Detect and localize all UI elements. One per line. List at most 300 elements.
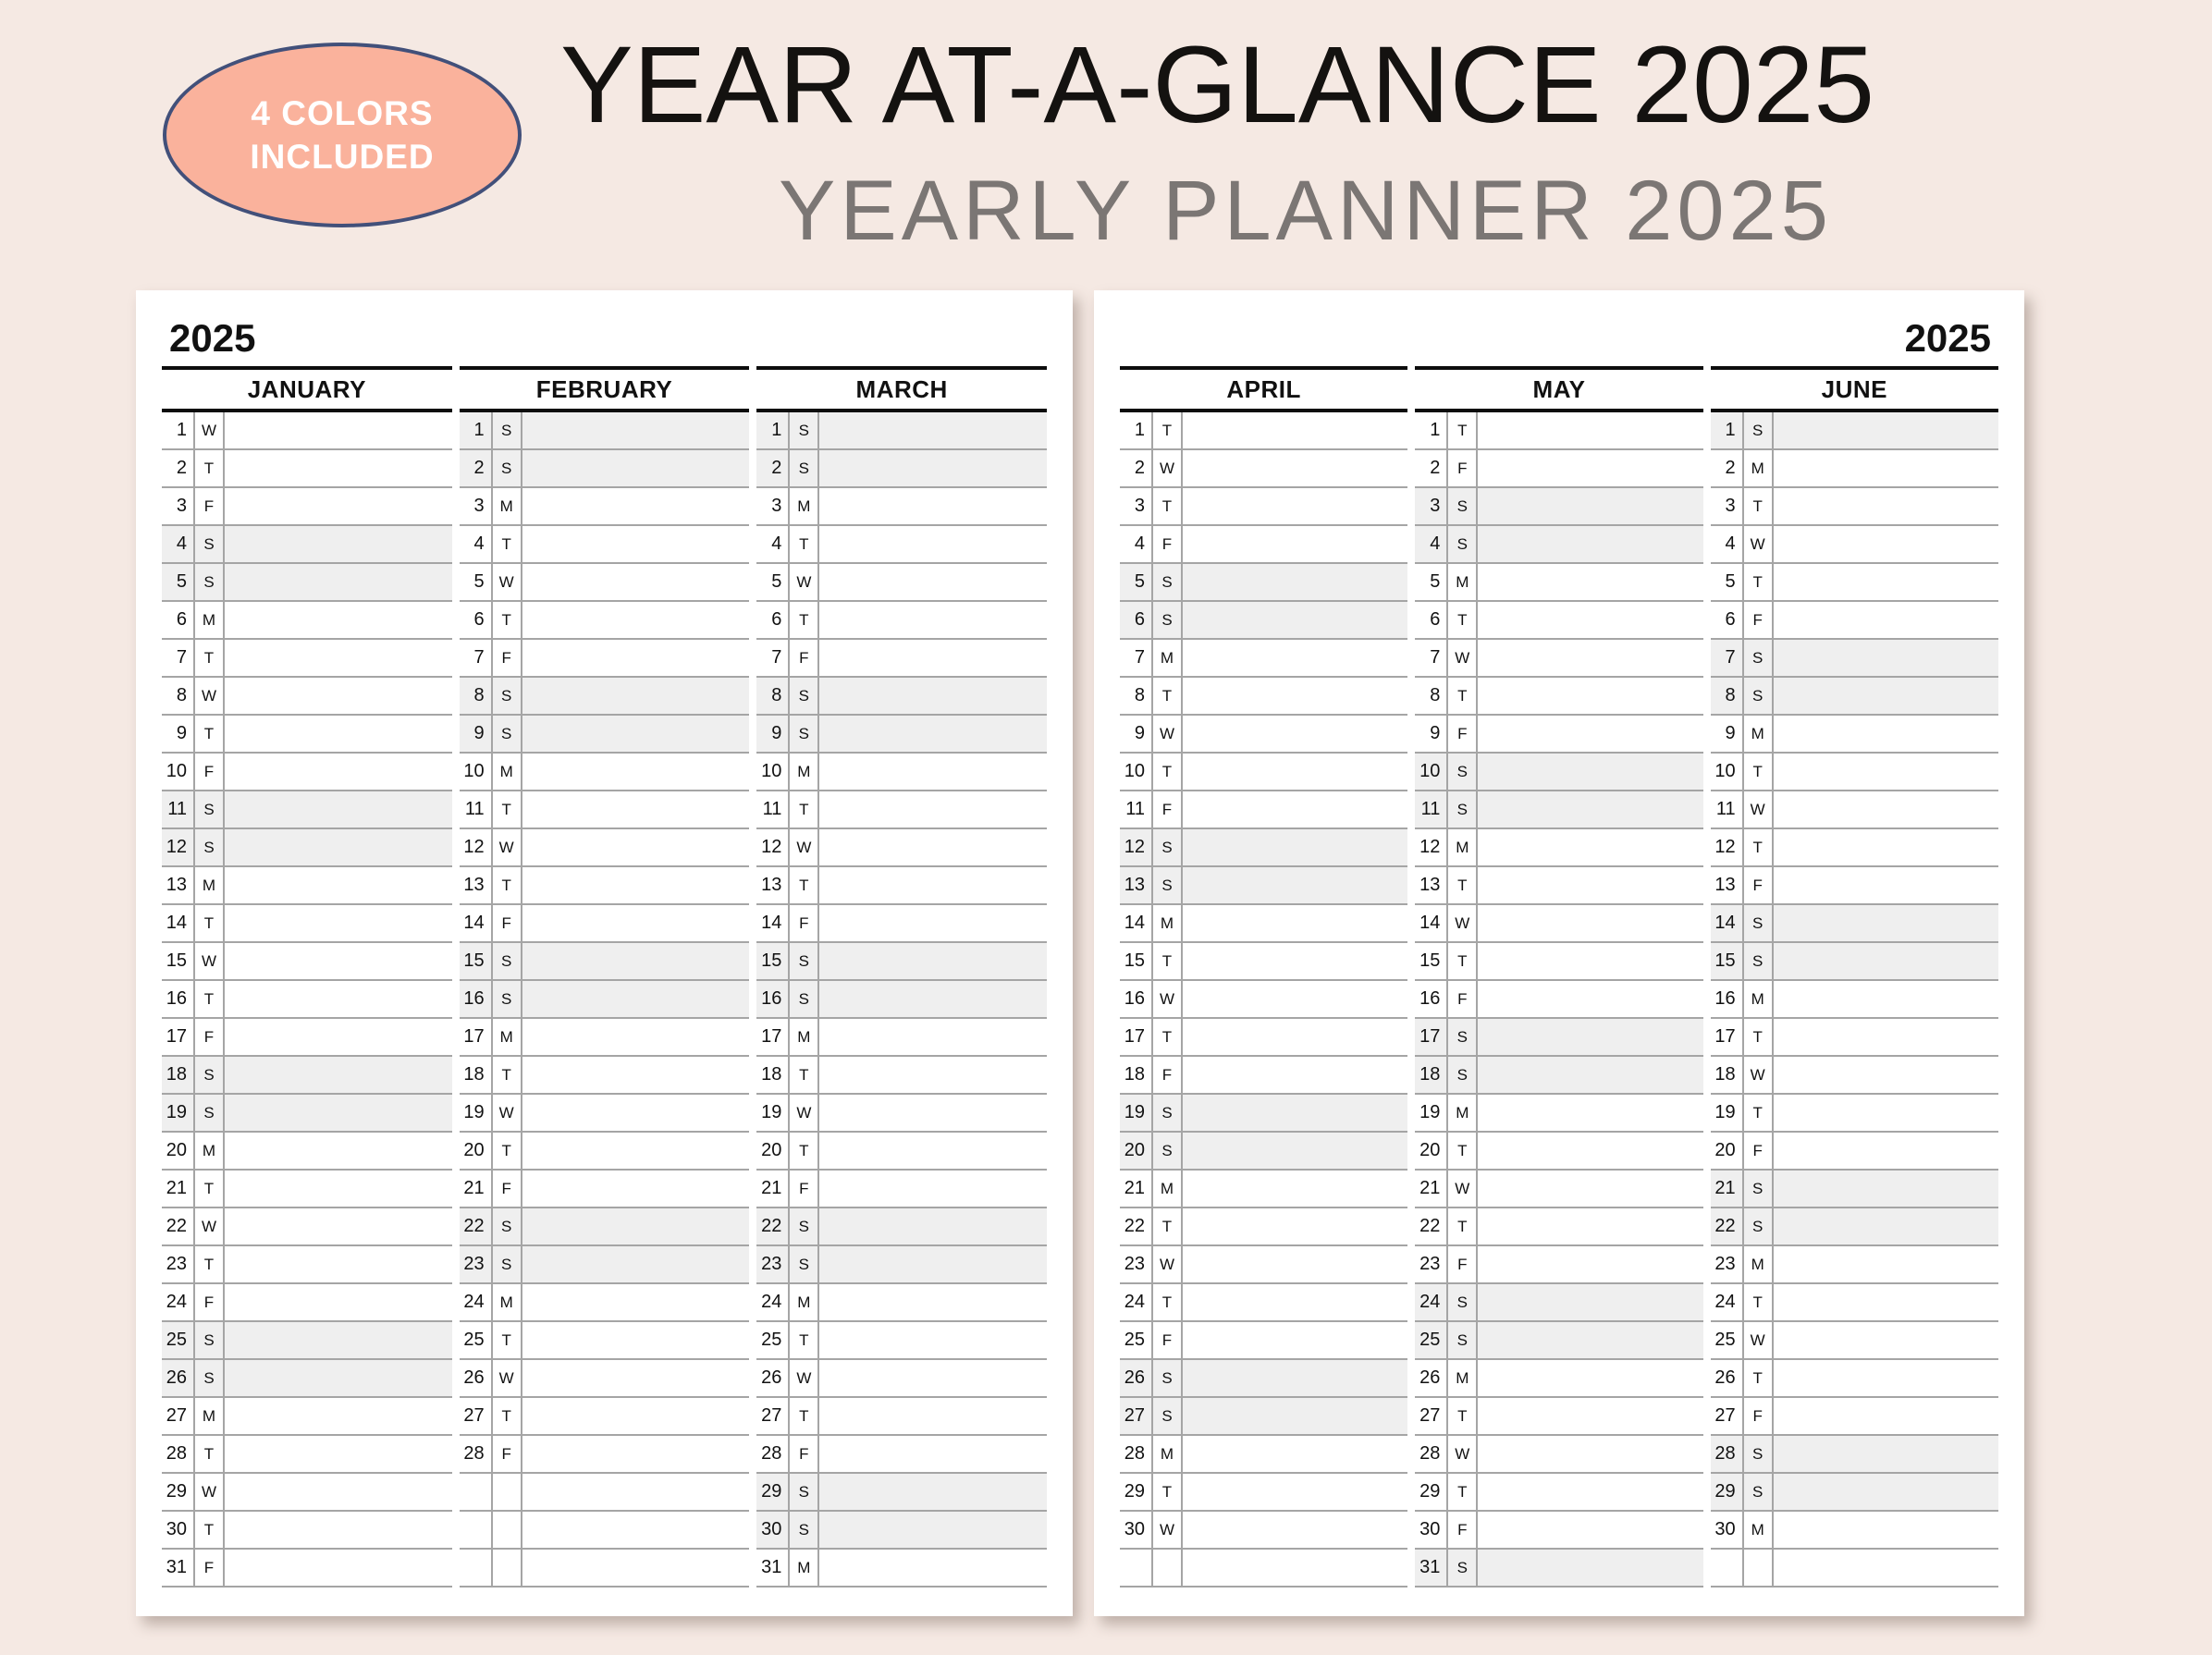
day-row [162, 981, 452, 1019]
writing-space [819, 1512, 1047, 1548]
day-letter: T [1744, 564, 1774, 600]
day-number: 20 [1711, 1133, 1744, 1169]
day-number: 15 [162, 943, 195, 979]
day-number: 28 [162, 1436, 195, 1472]
day-letter: F [493, 905, 522, 941]
day-letter: T [493, 526, 522, 562]
day-number: 12 [162, 829, 195, 865]
day-letter: M [790, 1019, 819, 1055]
writing-space [1774, 1095, 1998, 1131]
day-letter [1744, 1550, 1774, 1586]
day-letter: F [1744, 1133, 1774, 1169]
writing-space [225, 867, 452, 903]
day-number: 10 [1120, 754, 1153, 790]
day-row [460, 640, 750, 678]
day-row [1711, 450, 1998, 488]
day-letter: T [790, 1133, 819, 1169]
day-number: 26 [162, 1360, 195, 1396]
day-number: 10 [1711, 754, 1744, 790]
writing-space [1183, 829, 1407, 865]
day-number: 17 [1711, 1019, 1744, 1055]
day-letter: F [493, 1436, 522, 1472]
day-row [756, 905, 1047, 943]
day-number: 13 [1711, 867, 1744, 903]
day-letter: T [790, 1057, 819, 1093]
writing-space [1774, 640, 1998, 676]
day-row [1415, 1398, 1702, 1436]
writing-space [1478, 867, 1702, 903]
day-row [756, 602, 1047, 640]
day-number: 12 [756, 829, 790, 865]
day-row [1711, 943, 1998, 981]
day-letter: W [195, 678, 225, 714]
day-letter: W [790, 1095, 819, 1131]
day-letter: T [1744, 1360, 1774, 1396]
day-number: 1 [1415, 412, 1448, 448]
writing-space [522, 1133, 750, 1169]
day-row [756, 716, 1047, 754]
writing-space [1183, 1057, 1407, 1093]
day-letter: W [790, 1360, 819, 1396]
day-letter: F [790, 905, 819, 941]
day-number: 3 [756, 488, 790, 524]
day-letter: S [790, 1512, 819, 1548]
day-row [1711, 1246, 1998, 1284]
day-letter: T [1744, 1284, 1774, 1320]
day-row [460, 1360, 750, 1398]
day-row [1711, 488, 1998, 526]
day-row [1415, 1550, 1702, 1588]
writing-space [1774, 1019, 1998, 1055]
day-number: 19 [162, 1095, 195, 1131]
writing-space [1183, 488, 1407, 524]
writing-space [1183, 867, 1407, 903]
day-row [1120, 1095, 1407, 1133]
day-number: 29 [1120, 1474, 1153, 1510]
day-row [756, 1208, 1047, 1246]
day-number: 29 [162, 1474, 195, 1510]
day-number: 24 [1415, 1284, 1448, 1320]
writing-space [225, 1322, 452, 1358]
day-row [1415, 867, 1702, 905]
day-letter: F [1448, 716, 1478, 752]
day-letter: S [195, 1322, 225, 1358]
day-number: 11 [1415, 791, 1448, 828]
writing-space [1774, 412, 1998, 448]
day-row [162, 1133, 452, 1171]
writing-space [1774, 488, 1998, 524]
day-row [162, 640, 452, 678]
day-letter [1153, 1550, 1183, 1586]
day-number: 26 [756, 1360, 790, 1396]
day-number: 22 [1711, 1208, 1744, 1244]
writing-space [522, 754, 750, 790]
day-letter: S [1744, 412, 1774, 448]
day-row [1120, 1133, 1407, 1171]
day-row [460, 1398, 750, 1436]
day-letter: T [195, 450, 225, 486]
day-row [1711, 1208, 1998, 1246]
writing-space [225, 526, 452, 562]
day-letter: M [493, 754, 522, 790]
day-letter: F [1153, 526, 1183, 562]
day-letter: M [195, 602, 225, 638]
day-letter: T [1448, 1133, 1478, 1169]
day-letter: S [1153, 1398, 1183, 1434]
day-row [162, 564, 452, 602]
writing-space [1774, 1246, 1998, 1282]
day-row [460, 602, 750, 640]
writing-space [522, 450, 750, 486]
writing-space [225, 412, 452, 448]
writing-space [1774, 526, 1998, 562]
month-name: JUNE [1711, 366, 1998, 412]
writing-space [1478, 1019, 1702, 1055]
writing-space [1478, 412, 1702, 448]
day-letter: T [790, 602, 819, 638]
writing-space [1478, 1208, 1702, 1244]
day-row [162, 1095, 452, 1133]
writing-space [225, 564, 452, 600]
day-number: 26 [1120, 1360, 1153, 1396]
day-letter: M [1153, 1436, 1183, 1472]
writing-space [225, 1474, 452, 1510]
day-row-empty [460, 1550, 750, 1588]
day-number: 9 [1711, 716, 1744, 752]
day-number: 14 [1415, 905, 1448, 941]
writing-space [522, 526, 750, 562]
day-number: 27 [162, 1398, 195, 1434]
day-row [162, 1019, 452, 1057]
day-number: 23 [1120, 1246, 1153, 1282]
month-name: MARCH [756, 366, 1047, 412]
day-row [162, 1171, 452, 1208]
day-letter: S [195, 1057, 225, 1093]
day-row [1120, 1360, 1407, 1398]
day-letter: M [790, 754, 819, 790]
day-number: 23 [1415, 1246, 1448, 1282]
day-row [1415, 678, 1702, 716]
writing-space [819, 1436, 1047, 1472]
writing-space [1774, 943, 1998, 979]
day-number: 23 [1711, 1246, 1744, 1282]
day-row [460, 754, 750, 791]
day-number: 26 [1711, 1360, 1744, 1396]
day-letter: T [195, 1246, 225, 1282]
writing-space [819, 829, 1047, 865]
day-row [162, 943, 452, 981]
day-letter: F [195, 1019, 225, 1055]
writing-space [522, 1550, 750, 1586]
day-letter: T [1448, 412, 1478, 448]
writing-space [1774, 564, 1998, 600]
writing-space [1478, 1057, 1702, 1093]
writing-space [819, 1171, 1047, 1207]
writing-space [819, 905, 1047, 941]
writing-space [522, 829, 750, 865]
day-row [1711, 564, 1998, 602]
day-row [162, 526, 452, 564]
day-number: 7 [1711, 640, 1744, 676]
writing-space [1183, 1550, 1407, 1586]
day-number: 22 [460, 1208, 493, 1244]
day-letter: S [790, 716, 819, 752]
day-letter: S [790, 450, 819, 486]
day-letter: M [1153, 1171, 1183, 1207]
day-letter: T [195, 716, 225, 752]
day-number: 20 [162, 1133, 195, 1169]
writing-space [819, 526, 1047, 562]
day-number: 16 [460, 981, 493, 1017]
month-name: MAY [1415, 366, 1702, 412]
day-number: 8 [756, 678, 790, 714]
day-letter: T [790, 1398, 819, 1434]
day-number: 14 [1711, 905, 1744, 941]
day-number: 29 [1711, 1474, 1744, 1510]
day-number: 6 [1415, 602, 1448, 638]
day-row [1120, 791, 1407, 829]
day-number: 3 [460, 488, 493, 524]
day-letter: W [493, 564, 522, 600]
day-row [1415, 1057, 1702, 1095]
day-letter: S [1744, 1436, 1774, 1472]
writing-space [819, 981, 1047, 1017]
day-letter: M [195, 1398, 225, 1434]
writing-space [1774, 867, 1998, 903]
day-letter: S [790, 1246, 819, 1282]
day-row [1120, 1436, 1407, 1474]
day-row [756, 1550, 1047, 1588]
day-row [460, 1246, 750, 1284]
day-number: 21 [162, 1171, 195, 1207]
writing-space [819, 678, 1047, 714]
writing-space [225, 791, 452, 828]
day-row [162, 1474, 452, 1512]
day-number [460, 1474, 493, 1510]
writing-space [1478, 678, 1702, 714]
day-number: 14 [460, 905, 493, 941]
day-number: 13 [460, 867, 493, 903]
writing-space [1183, 412, 1407, 448]
day-letter: M [1744, 1512, 1774, 1548]
day-number: 22 [162, 1208, 195, 1244]
writing-space [1183, 640, 1407, 676]
day-row [1415, 488, 1702, 526]
page-year: 2025 [1904, 316, 1991, 360]
day-row [1415, 905, 1702, 943]
writing-space [1478, 981, 1702, 1017]
day-number: 27 [1415, 1398, 1448, 1434]
day-number: 8 [1415, 678, 1448, 714]
day-letter: F [1744, 1398, 1774, 1434]
writing-space [1183, 905, 1407, 941]
day-row [756, 829, 1047, 867]
day-letter: T [195, 1512, 225, 1548]
day-number: 21 [1711, 1171, 1744, 1207]
day-number: 21 [756, 1171, 790, 1207]
writing-space [1183, 602, 1407, 638]
day-letter: M [195, 1133, 225, 1169]
writing-space [1774, 1360, 1998, 1396]
day-row [162, 1208, 452, 1246]
day-row [1415, 1474, 1702, 1512]
writing-space [1774, 602, 1998, 638]
day-number: 29 [756, 1474, 790, 1510]
day-letter: M [493, 1019, 522, 1055]
day-number: 4 [1711, 526, 1744, 562]
day-letter: T [1153, 1019, 1183, 1055]
months-table [1120, 366, 1998, 1588]
day-letter: F [1744, 602, 1774, 638]
day-number: 6 [1711, 602, 1744, 638]
writing-space [522, 981, 750, 1017]
writing-space [1774, 1057, 1998, 1093]
day-letter: F [790, 1171, 819, 1207]
planner-page-apr-jun [1094, 290, 2024, 1616]
day-letter: S [493, 981, 522, 1017]
day-row [1711, 678, 1998, 716]
day-row [756, 564, 1047, 602]
day-row [460, 564, 750, 602]
months-table [162, 366, 1047, 1588]
day-row [1415, 1171, 1702, 1208]
writing-space [1478, 1436, 1702, 1472]
writing-space [1774, 716, 1998, 752]
day-number: 4 [1120, 526, 1153, 562]
day-letter: T [1744, 754, 1774, 790]
day-letter: T [1448, 1474, 1478, 1510]
day-row [460, 1019, 750, 1057]
day-number: 22 [1415, 1208, 1448, 1244]
day-number: 24 [162, 1284, 195, 1320]
day-letter: S [493, 450, 522, 486]
writing-space [225, 1246, 452, 1282]
day-row [1415, 640, 1702, 678]
day-row [1415, 412, 1702, 450]
day-letter: T [493, 1057, 522, 1093]
day-letter: W [1448, 1436, 1478, 1472]
day-number: 17 [1120, 1019, 1153, 1055]
day-row [1711, 1322, 1998, 1360]
day-letter: F [493, 1171, 522, 1207]
day-row [756, 1360, 1047, 1398]
day-row [1415, 1436, 1702, 1474]
day-letter: W [493, 829, 522, 865]
day-letter: S [493, 1208, 522, 1244]
day-number: 9 [1415, 716, 1448, 752]
writing-space [1478, 526, 1702, 562]
badge-line-2: INCLUDED [250, 138, 435, 176]
day-row [162, 754, 452, 791]
writing-space [1183, 716, 1407, 752]
day-row [460, 867, 750, 905]
day-row [1711, 1284, 1998, 1322]
day-number: 16 [1120, 981, 1153, 1017]
writing-space [225, 1398, 452, 1434]
day-letter: T [1153, 754, 1183, 790]
day-number: 15 [460, 943, 493, 979]
month-column-april [1120, 366, 1407, 1588]
day-number: 1 [1711, 412, 1744, 448]
writing-space [522, 1095, 750, 1131]
day-row [460, 1322, 750, 1360]
day-letter: S [790, 1208, 819, 1244]
day-row [1415, 1246, 1702, 1284]
day-letter: T [1448, 678, 1478, 714]
writing-space [225, 1019, 452, 1055]
day-letter: S [1448, 791, 1478, 828]
day-number: 22 [756, 1208, 790, 1244]
writing-space [225, 1171, 452, 1207]
day-row [1415, 1095, 1702, 1133]
writing-space [1478, 488, 1702, 524]
day-row [1120, 905, 1407, 943]
day-number: 27 [460, 1398, 493, 1434]
day-number: 10 [756, 754, 790, 790]
writing-space [1774, 1512, 1998, 1548]
planner-page-jan-mar [136, 290, 1073, 1616]
writing-space [1478, 640, 1702, 676]
day-row [1415, 1512, 1702, 1550]
day-letter: M [1744, 981, 1774, 1017]
day-row [756, 1095, 1047, 1133]
day-number: 8 [1711, 678, 1744, 714]
day-number: 5 [1711, 564, 1744, 600]
day-number: 19 [1711, 1095, 1744, 1131]
day-row [1711, 981, 1998, 1019]
day-row [162, 1322, 452, 1360]
day-letter: T [195, 640, 225, 676]
day-row [1120, 526, 1407, 564]
day-row [1711, 716, 1998, 754]
day-number: 13 [1415, 867, 1448, 903]
day-letter: S [1744, 678, 1774, 714]
day-row [1711, 1360, 1998, 1398]
writing-space [1183, 1019, 1407, 1055]
day-number: 30 [1415, 1512, 1448, 1548]
day-row [1415, 754, 1702, 791]
colors-included-badge [163, 43, 522, 227]
day-row [1415, 716, 1702, 754]
day-row [1711, 867, 1998, 905]
day-letter: T [493, 602, 522, 638]
day-number: 7 [1415, 640, 1448, 676]
day-number: 9 [460, 716, 493, 752]
day-letter: M [1153, 905, 1183, 941]
writing-space [225, 981, 452, 1017]
day-row [1415, 791, 1702, 829]
day-row [1415, 1360, 1702, 1398]
day-number: 1 [756, 412, 790, 448]
writing-space [522, 640, 750, 676]
day-row [460, 412, 750, 450]
day-row [756, 1057, 1047, 1095]
day-number: 12 [460, 829, 493, 865]
day-letter: T [493, 791, 522, 828]
day-row [460, 716, 750, 754]
day-number: 6 [1120, 602, 1153, 638]
day-number: 20 [1415, 1133, 1448, 1169]
day-row [756, 678, 1047, 716]
day-number: 11 [1120, 791, 1153, 828]
day-number: 8 [162, 678, 195, 714]
writing-space [522, 1360, 750, 1396]
day-row [460, 791, 750, 829]
day-number: 19 [1415, 1095, 1448, 1131]
day-row [756, 754, 1047, 791]
day-number: 3 [1711, 488, 1744, 524]
day-row [460, 981, 750, 1019]
